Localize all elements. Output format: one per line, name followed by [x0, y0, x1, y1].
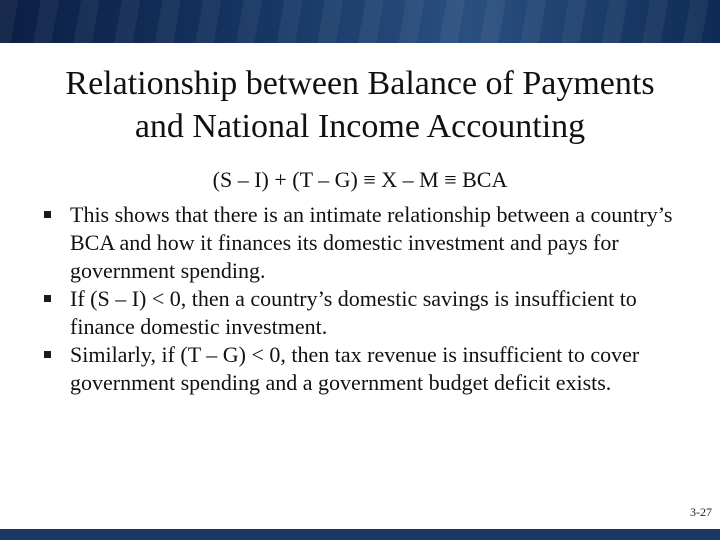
square-bullet-icon — [44, 211, 51, 218]
slide-title — [0, 62, 720, 148]
header-band — [0, 0, 720, 43]
slide-number: 3-27 — [690, 505, 712, 519]
bullet-item — [44, 341, 694, 397]
slide-title-line-2: and National Income Accounting — [134, 108, 586, 145]
bullet-text: If (S – I) < 0, then a country’s domestic savings is insufficient to finance domestic investment. — [70, 286, 637, 339]
bullet-text: This shows that there is an intimate relationship between a country’s BCA and how it finances its domestic investment and pays for government spending. — [70, 202, 673, 283]
footer-band — [0, 529, 720, 540]
identity-equation: (S – I) + (T – G) ≡ X – M ≡ BCA — [212, 167, 508, 192]
bullet-text: Similarly, if (T – G) < 0, then tax revenue is insufficient to cover government spending and a government budget deficit exists. — [70, 342, 640, 395]
bullet-list — [44, 201, 694, 397]
bullet-item — [44, 285, 694, 341]
square-bullet-icon — [44, 295, 51, 302]
square-bullet-icon — [44, 351, 51, 358]
header-band-texture — [0, 0, 720, 43]
bullet-item — [44, 201, 694, 285]
slide-title-line-1: Relationship between Balance of Payments — [65, 65, 655, 102]
